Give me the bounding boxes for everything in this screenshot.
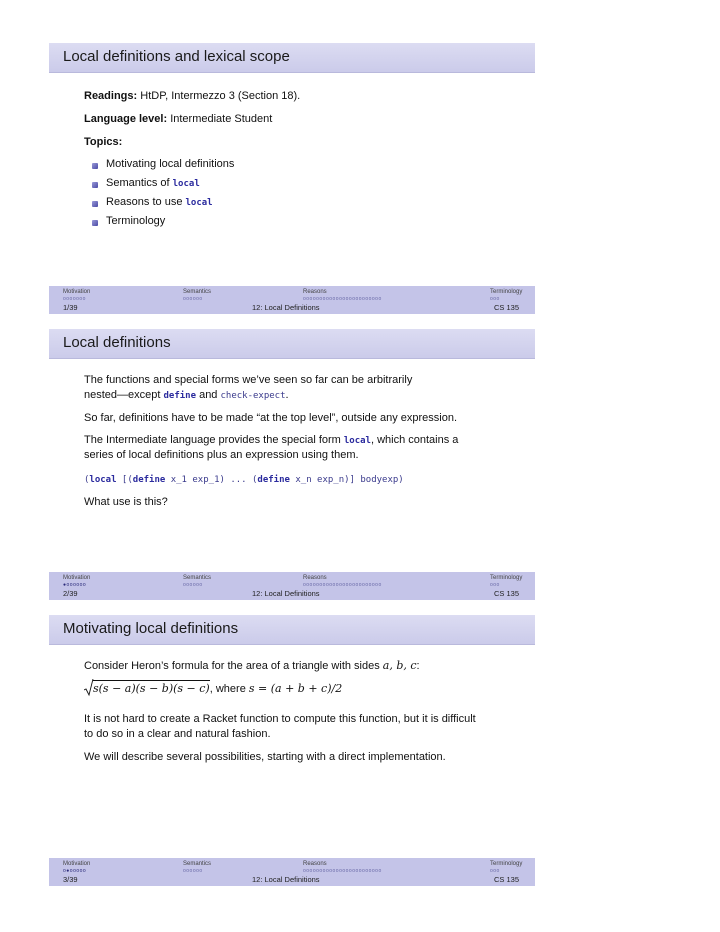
nav-dots[interactable]: ooooooo bbox=[63, 296, 86, 302]
nav-section-terminology[interactable]: Terminology bbox=[490, 289, 523, 295]
slide-footer bbox=[49, 858, 535, 886]
course-label: CS 135 bbox=[494, 303, 520, 312]
slide-3 bbox=[49, 615, 535, 886]
topic-item: Terminology bbox=[106, 215, 166, 227]
language-line bbox=[84, 112, 272, 127]
page-number: 3/39 bbox=[63, 875, 78, 884]
topics-label: Topics: bbox=[84, 136, 123, 148]
nav-dots[interactable]: oooooooooooooooooooooooo bbox=[303, 582, 382, 588]
nav-dots[interactable]: oooooo bbox=[183, 296, 203, 302]
frame-title bbox=[49, 615, 535, 645]
code-keyword: local bbox=[89, 475, 117, 485]
nav-dots[interactable]: ooo bbox=[490, 296, 500, 302]
nav-section-motivation[interactable]: Motivation bbox=[63, 289, 91, 295]
text: , which contains a bbox=[370, 434, 459, 446]
paragraph: to do so in a clear and natural fashion. bbox=[84, 728, 271, 740]
topic-item: Motivating local definitions bbox=[106, 158, 235, 170]
slide-1 bbox=[49, 43, 535, 314]
slide-title: Motivating local definitions bbox=[63, 620, 239, 637]
text: : bbox=[416, 660, 420, 672]
language-value: Intermediate Student bbox=[170, 113, 273, 125]
readings-value: HtDP, Intermezzo 3 (Section 18). bbox=[140, 90, 301, 102]
topic-code: local bbox=[172, 179, 200, 189]
bullet-icon bbox=[92, 201, 98, 207]
sqrt-icon bbox=[84, 679, 94, 697]
topic-text: Semantics of bbox=[106, 177, 173, 189]
deck-title: 12: Local Definitions bbox=[252, 303, 320, 312]
frame-title bbox=[49, 329, 535, 359]
nav-dots[interactable]: oooooooooooooooooooooooo bbox=[303, 296, 382, 302]
course-label: CS 135 bbox=[494, 589, 520, 598]
code-keyword: define bbox=[132, 475, 166, 485]
text: nested—except bbox=[84, 389, 164, 401]
nav-section-semantics[interactable]: Semantics bbox=[183, 861, 212, 867]
code-keyword: define bbox=[257, 475, 290, 485]
language-label: Language level: bbox=[84, 113, 168, 125]
page-number: 1/39 bbox=[63, 303, 78, 312]
paragraph: series of local definitions plus an expression using them. bbox=[84, 449, 359, 461]
nav-section-motivation[interactable]: Motivation bbox=[63, 575, 91, 581]
nav-dots[interactable]: ooo bbox=[490, 582, 500, 588]
nav-dots[interactable]: oooooooooooooooooooooooo bbox=[303, 868, 382, 874]
topic-text: Reasons to use bbox=[106, 196, 186, 208]
code-check-expect: check-expect bbox=[220, 391, 286, 401]
formula bbox=[84, 681, 342, 697]
paragraph: What use is this? bbox=[84, 496, 168, 508]
slide-footer bbox=[49, 286, 535, 314]
text: and bbox=[196, 389, 221, 401]
paragraph: The functions and special forms we’ve seen so far can be arbitrarily bbox=[84, 374, 413, 386]
slide-footer bbox=[49, 572, 535, 600]
nav-section-semantics[interactable]: Semantics bbox=[183, 575, 212, 581]
code-example bbox=[84, 472, 404, 488]
nav-dots[interactable]: oooooo bbox=[183, 868, 203, 874]
page-number: 2/39 bbox=[63, 589, 78, 598]
paragraph bbox=[84, 658, 420, 674]
paragraph bbox=[84, 433, 458, 449]
code: [( bbox=[116, 475, 133, 485]
deck-title: 12: Local Definitions bbox=[252, 589, 320, 598]
text: . bbox=[285, 389, 289, 401]
nav-section-terminology[interactable]: Terminology bbox=[490, 575, 523, 581]
topic-code: local bbox=[185, 198, 213, 208]
code-local: local bbox=[343, 436, 371, 446]
nav-dots[interactable]: ooo bbox=[490, 868, 500, 874]
text: , where bbox=[209, 683, 249, 695]
paragraph: It is not hard to create a Racket function to compute this function, but it is difficult bbox=[84, 713, 476, 725]
nav-section-reasons[interactable]: Reasons bbox=[303, 861, 327, 867]
code-define: define bbox=[163, 391, 197, 401]
code: ( bbox=[84, 475, 90, 485]
topic-item bbox=[106, 176, 200, 192]
slide-title: Local definitions and lexical scope bbox=[63, 48, 290, 65]
nav-section-semantics[interactable]: Semantics bbox=[183, 289, 212, 295]
readings-label: Readings: bbox=[84, 90, 138, 102]
math-vars: a, b, c bbox=[382, 659, 417, 672]
nav-section-reasons[interactable]: Reasons bbox=[303, 289, 327, 295]
slide-title: Local definitions bbox=[63, 334, 171, 351]
nav-section-reasons[interactable]: Reasons bbox=[303, 575, 327, 581]
code: x_n exp_n)] bodyexp) bbox=[289, 475, 404, 485]
paragraph: We will describe several possibilities, starting with a direct implementation. bbox=[84, 751, 446, 763]
deck-title: 12: Local Definitions bbox=[252, 875, 320, 884]
slide-2 bbox=[49, 329, 535, 600]
nav-section-terminology[interactable]: Terminology bbox=[490, 861, 523, 867]
text: Consider Heron’s formula for the area of a triangle with sides bbox=[84, 660, 383, 672]
sqrt-wrapper bbox=[84, 681, 210, 697]
math-root: s(s − a)(s − b)(s − c) bbox=[93, 682, 210, 695]
paragraph bbox=[84, 388, 289, 404]
bullet-icon bbox=[92, 220, 98, 226]
readings-line bbox=[84, 89, 300, 104]
nav-section-motivation[interactable]: Motivation bbox=[63, 861, 91, 867]
course-label: CS 135 bbox=[494, 875, 520, 884]
nav-dots[interactable]: ●oooooo bbox=[63, 582, 87, 588]
frame-title bbox=[49, 43, 535, 73]
text: The Intermediate language provides the special form bbox=[84, 434, 344, 446]
bullet-icon bbox=[92, 182, 98, 188]
paragraph: So far, definitions have to be made “at the top level”, outside any expression. bbox=[84, 412, 458, 424]
code: x_1 exp_1) ... ( bbox=[165, 475, 258, 485]
nav-dots[interactable]: o●ooooo bbox=[63, 868, 87, 874]
topic-item bbox=[106, 195, 213, 211]
nav-dots[interactable]: oooooo bbox=[183, 582, 203, 588]
bullet-icon bbox=[92, 163, 98, 169]
math-s: s = (a + b + c)/2 bbox=[248, 682, 343, 695]
